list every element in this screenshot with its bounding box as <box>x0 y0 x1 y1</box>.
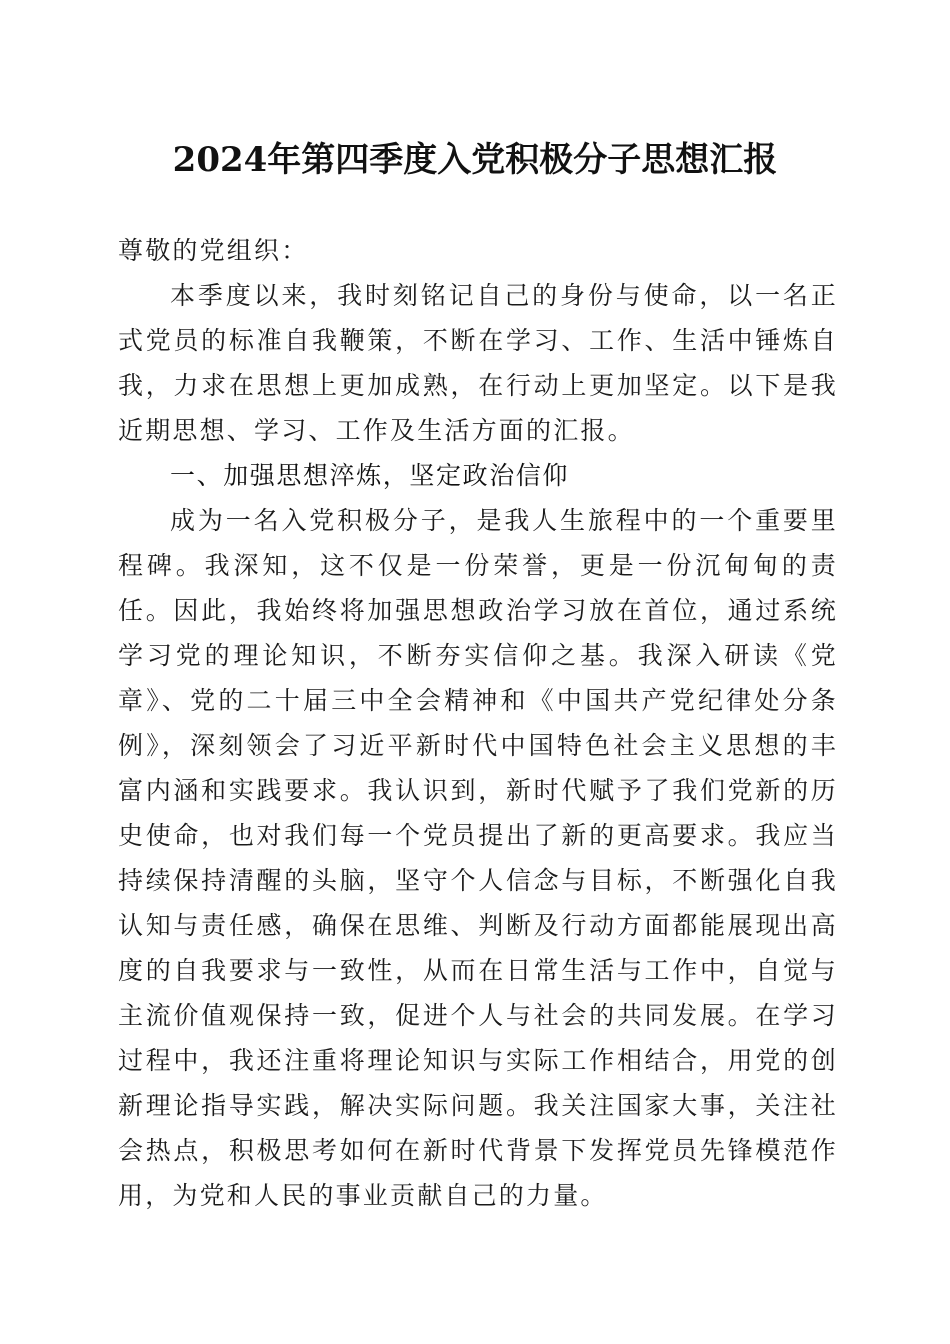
document-title: 2024年第四季度入党积极分子思想汇报 <box>172 140 778 180</box>
section-paragraph: 成为一名入党积极分子，是我人生旅程中的一个重要里程碑。我深知，这不仅是一份荣誉，更是一份沉甸甸的责任。因此，我始终将加强思想政治学习放在首位，通过系统学习党的理论知识，不断夯实信仰之基。我深入研读《党章》、党的二十届三中全会精神和《中国共产党纪律处分条例》，深刻领会了习近平新时代中国特色社会主义思想的丰富内涵和实践要求。我认识到，新时代赋予了我们党新的历史使命，也对我们每一个党员提出了新的更高要求。我应当持续保持清醒的头脑，坚守个人信念与目标，不断强化自我认知与责任感，确保在思维、判断及行动方面都能展现出高度的自我要求与一致性，从而在日常生活与工作中，自觉与主流价值观保持一致，促进个人与社会的共同发展。在学习过程中，我还注重将理论知识与实际工作相结合，用党的创新理论指导实践，解决实际问题。我关注国家大事，关注社会热点，积极思考如何在新时代背景下发挥党员先锋模范作用，为党和人民的事业贡献自己的力量。 <box>118 506 838 1210</box>
section-heading: 一、加强思想淬炼，坚定政治信仰 <box>170 461 570 490</box>
intro-paragraph: 本季度以来，我时刻铭记自己的身份与使命，以一名正式党员的标准自我鞭策，不断在学习、工作、生活中锤炼自我，力求在思想上更加成熟，在行动上更加坚定。以下是我近期思想、学习、工作及生活方面的汇报。 <box>118 281 838 445</box>
salutation: 尊敬的党组织： <box>118 236 309 265</box>
document-body <box>118 228 838 1218</box>
